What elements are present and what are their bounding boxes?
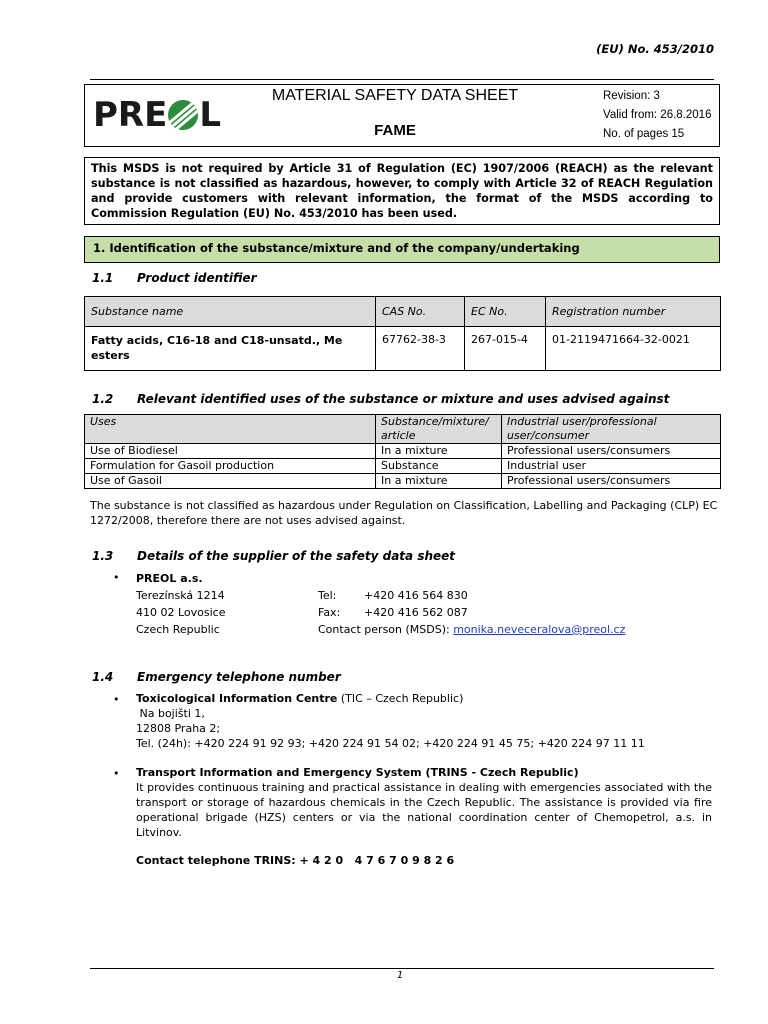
identified-uses-table — [84, 414, 721, 489]
tic-suffix: (TIC – Czech Republic) — [337, 692, 464, 705]
contact-email-link[interactable]: monika.neveceralova@preol.cz — [453, 623, 626, 636]
supplier-street: Terezínská 1214 — [136, 589, 225, 602]
product-name: FAME — [374, 122, 416, 139]
subsection-title: Details of the supplier of the safety data sheet — [137, 549, 456, 563]
valid-from: Valid from: 26.8.2016 — [603, 109, 712, 121]
column-header: Registration number — [546, 297, 721, 327]
revision: Revision: 3 — [603, 90, 660, 102]
table-cell: Formulation for Gasoil production — [85, 459, 376, 474]
tic-street: Na bojišti 1, — [136, 707, 205, 720]
column-header: EC No. — [465, 297, 546, 327]
subsection-title: Relevant identified uses of the substance or mixture and uses advised against — [137, 392, 670, 406]
trins-description: It provides continuous training and practical assistance in dealing with emergencies associated with the transport or storage of hazardous chemicals in the Czech Republic. The assistance is provided via fire operational brigade (HZS) centers or via the national coordination center of Chemopetrol, a.s. in Litvinov. — [136, 781, 712, 839]
page-number: 1 — [396, 970, 404, 981]
subsection-number: 1.4 — [92, 670, 114, 684]
uses-advised-against-note: The substance is not classified as hazardous under Regulation on Classification, Labelling and Packaging (CLP) EC 1272/2008, therefore there are not uses advised against. — [90, 499, 718, 527]
fax-value: +420 416 562 087 — [364, 606, 468, 619]
tel-label: Tel: — [318, 589, 337, 602]
subsection-number: 1.3 — [92, 549, 114, 563]
subsection-1-4-heading — [92, 670, 341, 684]
subsection-number: 1.1 — [92, 271, 114, 285]
bullet-icon: • — [113, 767, 120, 780]
table-row — [85, 474, 721, 489]
table-cell: Use of Biodiesel — [85, 444, 376, 459]
subsection-1-1-heading — [92, 271, 256, 285]
supplier-name: PREOL a.s. — [136, 572, 203, 585]
trins-name: Transport Information and Emergency System (TRINS - Czech Republic) — [136, 766, 579, 779]
table-row — [85, 444, 721, 459]
regulation-reference: (EU) No. 453/2010 — [596, 42, 714, 56]
bottom-divider — [90, 968, 714, 969]
subsection-title: Emergency telephone number — [137, 670, 341, 684]
table-row — [85, 327, 721, 371]
subsection-title: Product identifier — [137, 271, 257, 285]
logo-text-end: L — [199, 95, 221, 135]
bullet-icon: • — [113, 693, 120, 706]
product-identifier-table — [84, 296, 721, 371]
tic-name: Toxicological Information Centre — [136, 692, 338, 705]
bullet-icon: • — [113, 571, 120, 584]
substance-name-cell: Fatty acids, C16-18 and C18-unsatd., Me esters — [85, 327, 376, 371]
tic-city: 12808 Praha 2; — [136, 722, 221, 735]
table-header-row — [85, 415, 721, 444]
table-cell: Substance — [376, 459, 502, 474]
supplier-block — [136, 570, 226, 638]
table-cell: Use of Gasoil — [85, 474, 376, 489]
msds-notice: This MSDS is not required by Article 31 of Regulation (EC) 1907/2006 (REACH) as the relevant substance is not classified as hazardous, however, to comply with Article 32 of REACH Regulation and provide customers with relevant information, the format of the MSDS according to Commission Regulation (EU) No. 453/2010 has been used. — [84, 157, 720, 225]
table-cell: In a mixture — [376, 444, 502, 459]
supplier-contacts — [318, 587, 625, 638]
column-header: Substance/mixture/ article — [376, 415, 502, 444]
supplier-city: 410 02 Lovosice — [136, 606, 226, 619]
table-cell: Industrial user — [502, 459, 721, 474]
table-cell: Professional users/consumers — [502, 474, 721, 489]
document-header — [84, 84, 720, 147]
supplier-country: Czech Republic — [136, 623, 220, 636]
column-header: Substance name — [85, 297, 376, 327]
subsection-1-2-heading — [92, 392, 669, 406]
tic-block — [136, 691, 645, 751]
preol-logo — [93, 95, 223, 135]
column-header: Uses — [85, 415, 376, 444]
top-divider — [90, 79, 714, 80]
registration-cell: 01-2119471664-32-0021 — [546, 327, 721, 371]
column-header: Industrial user/professional user/consumer — [502, 415, 721, 444]
logo-o-icon — [168, 100, 198, 130]
cas-cell: 67762-38-3 — [376, 327, 465, 371]
document-meta — [603, 87, 711, 144]
column-header: CAS No. — [376, 297, 465, 327]
ec-cell: 267-015-4 — [465, 327, 546, 371]
logo-text-start: PRE — [93, 95, 168, 135]
tic-phones: Tel. (24h): +420 224 91 92 93; +420 224 91 54 02; +420 224 91 45 75; +420 224 97 11 11 — [136, 737, 645, 750]
section-1-heading: 1. Identification of the substance/mixture and of the company/undertaking — [84, 236, 720, 263]
fax-label: Fax: — [318, 606, 341, 619]
subsection-number: 1.2 — [92, 392, 114, 406]
contact-label: Contact person (MSDS): — [318, 623, 450, 636]
tel-value: +420 416 564 830 — [364, 589, 468, 602]
table-cell: In a mixture — [376, 474, 502, 489]
table-cell: Professional users/consumers — [502, 444, 721, 459]
trins-contact-phone: Contact telephone TRINS: + 4 2 0 4 7 6 7 0 9 8 2 6 — [136, 854, 455, 867]
document-title: MATERIAL SAFETY DATA SHEET — [271, 87, 519, 104]
page-count: No. of pages 15 — [603, 128, 685, 140]
trins-block — [136, 765, 712, 840]
table-header-row — [85, 297, 721, 327]
subsection-1-3-heading — [92, 549, 455, 563]
table-row — [85, 459, 721, 474]
